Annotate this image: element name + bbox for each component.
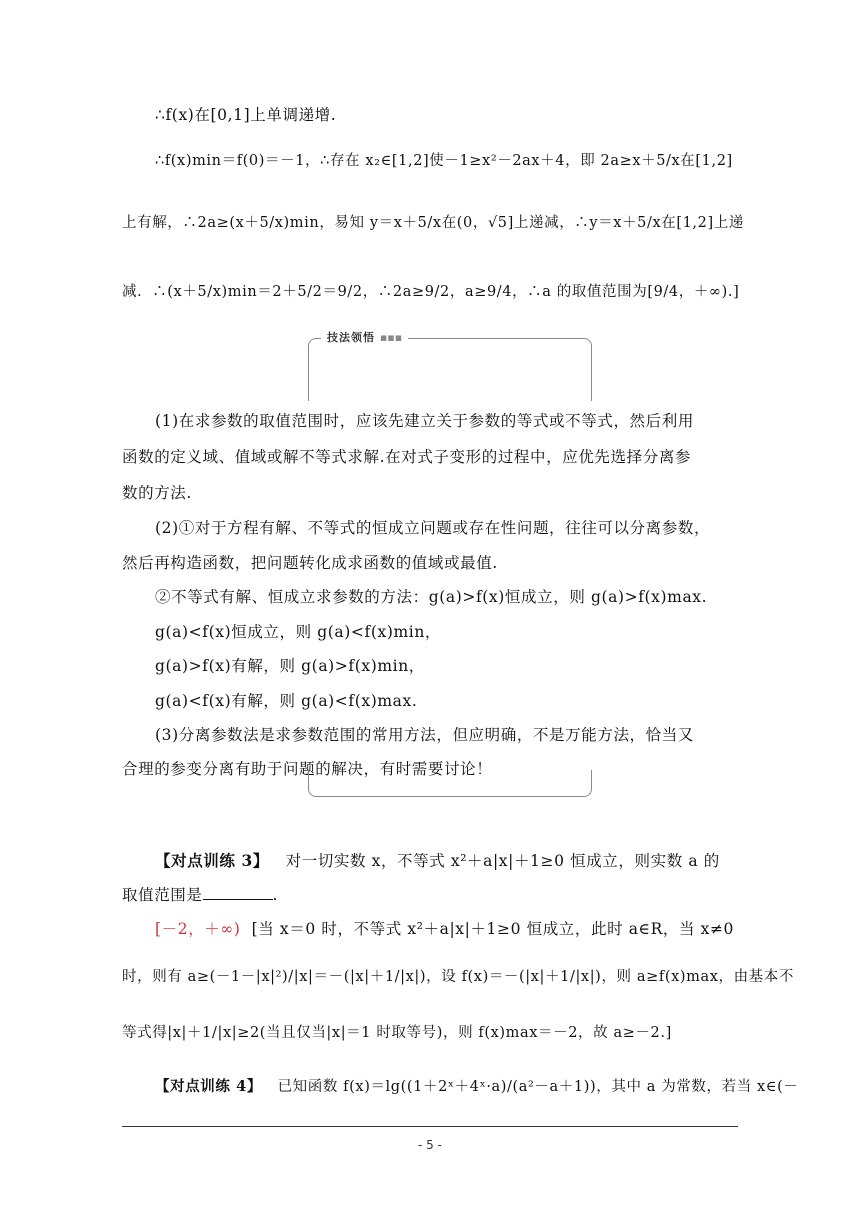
method-box-tag — [321, 329, 408, 345]
answer-blank — [203, 885, 273, 900]
solution-line-3: 上有解，∴2a≥(x＋5/x)min，易知 y＝x＋5/x在(0，√5]上递减，∴y＝x＋5/x在[1,2]上递 — [122, 215, 744, 231]
exercise-4-line-1 — [155, 1076, 799, 1098]
method-p2-line-1: (2)①对于方程有解、不等式的恒成立问题或存在性问题，往往可以分离参数， — [155, 519, 711, 537]
exercise-3-period: . — [272, 886, 279, 904]
solution-line-4: 减．∴(x＋5/x)min＝2＋5/2＝9/2，∴2a≥9/2，a≥9/4，∴a 的取值范围为[9/4，＋∞).] — [122, 284, 740, 300]
method-box-tag-text: 技法领悟 — [327, 331, 375, 344]
exercise-3-line-1 — [155, 850, 740, 872]
footer-rule — [122, 1126, 738, 1127]
method-box-tag-dots: ▪▪▪ — [379, 331, 403, 344]
method-p2-line-3: ②不等式有解、恒成立求参数的方法：g(a)>f(x)恒成立，则 g(a)>f(x)max. — [155, 588, 708, 606]
exercise-3-label: 【对点训练 3】 — [155, 851, 269, 870]
exercise-3-line-5: 等式得|x|＋1/|x|≥2(当且仅当|x|＝1 时取等号)，则 f(x)max＝－2，故 a≥－2.] — [122, 1025, 672, 1041]
method-p3-line-2: 合理的参变分离有助于问题的解决，有时需要讨论！ — [122, 760, 493, 778]
page-number: - 5 - — [418, 1138, 442, 1152]
exercise-3-question: 对一切实数 x，不等式 x²＋a|x|＋1≥0 恒成立，则实数 a 的 — [285, 852, 720, 870]
method-p1-line-2: 函数的定义域、值域或解不等式求解.在对式子变形的过程中，应优先选择分离参 — [122, 448, 692, 466]
solution-line-2: ∴f(x)min＝f(0)＝－1，∴存在 x₂∈[1,2]使－1≥x²－2ax＋4，即 2a≥x＋5/x在[1,2] — [155, 153, 733, 169]
method-p1-line-1: (1)在求参数的取值范围时，应该先建立关于参数的等式或不等式，然后利用 — [155, 412, 694, 430]
solution-line-1: ∴f(x)在[0,1]上单调递增. — [155, 106, 337, 124]
exercise-3-line-2 — [122, 884, 742, 906]
exercise-3-line-4: 时，则有 a≥(－1－|x|²)/|x|＝－(|x|＋1/|x|)，设 f(x)＝－(|x|＋1/|x|)，则 a≥f(x)max，由基本不 — [122, 969, 794, 985]
exercise-3-answer: [－2，＋∞) — [155, 920, 241, 938]
method-p2-line-2: 然后再构造函数，把问题转化成求函数的值域或最值. — [122, 554, 498, 572]
method-p2-line-4: g(a)<f(x)恒成立，则 g(a)<f(x)min， — [155, 623, 441, 641]
method-p1-line-3: 数的方法. — [122, 484, 192, 502]
exercise-3-question-end: 取值范围是 — [122, 886, 203, 904]
method-box-top-frame — [308, 338, 592, 401]
exercise-3-line-3 — [155, 918, 740, 940]
exercise-4-question: 已知函数 f(x)＝lg((1＋2ˣ＋4ˣ·a)/(a²－a＋1))，其中 a 为常数，若当 x∈(－ — [277, 1079, 799, 1095]
method-p2-line-5: g(a)>f(x)有解，则 g(a)>f(x)min， — [155, 657, 425, 675]
method-box-bottom-frame — [308, 770, 592, 797]
method-p2-line-6: g(a)<f(x)有解，则 g(a)<f(x)max. — [155, 692, 418, 710]
exercise-4-label: 【对点训练 4】 — [155, 1078, 262, 1095]
exercise-3-solution: [当 x＝0 时，不等式 x²＋a|x|＋1≥0 恒成立，此时 a∈R，当 x≠0 — [251, 920, 735, 938]
method-p3-line-1: (3)分离参数法是求参数范围的常用方法，但应明确，不是万能方法，恰当又 — [155, 726, 694, 744]
